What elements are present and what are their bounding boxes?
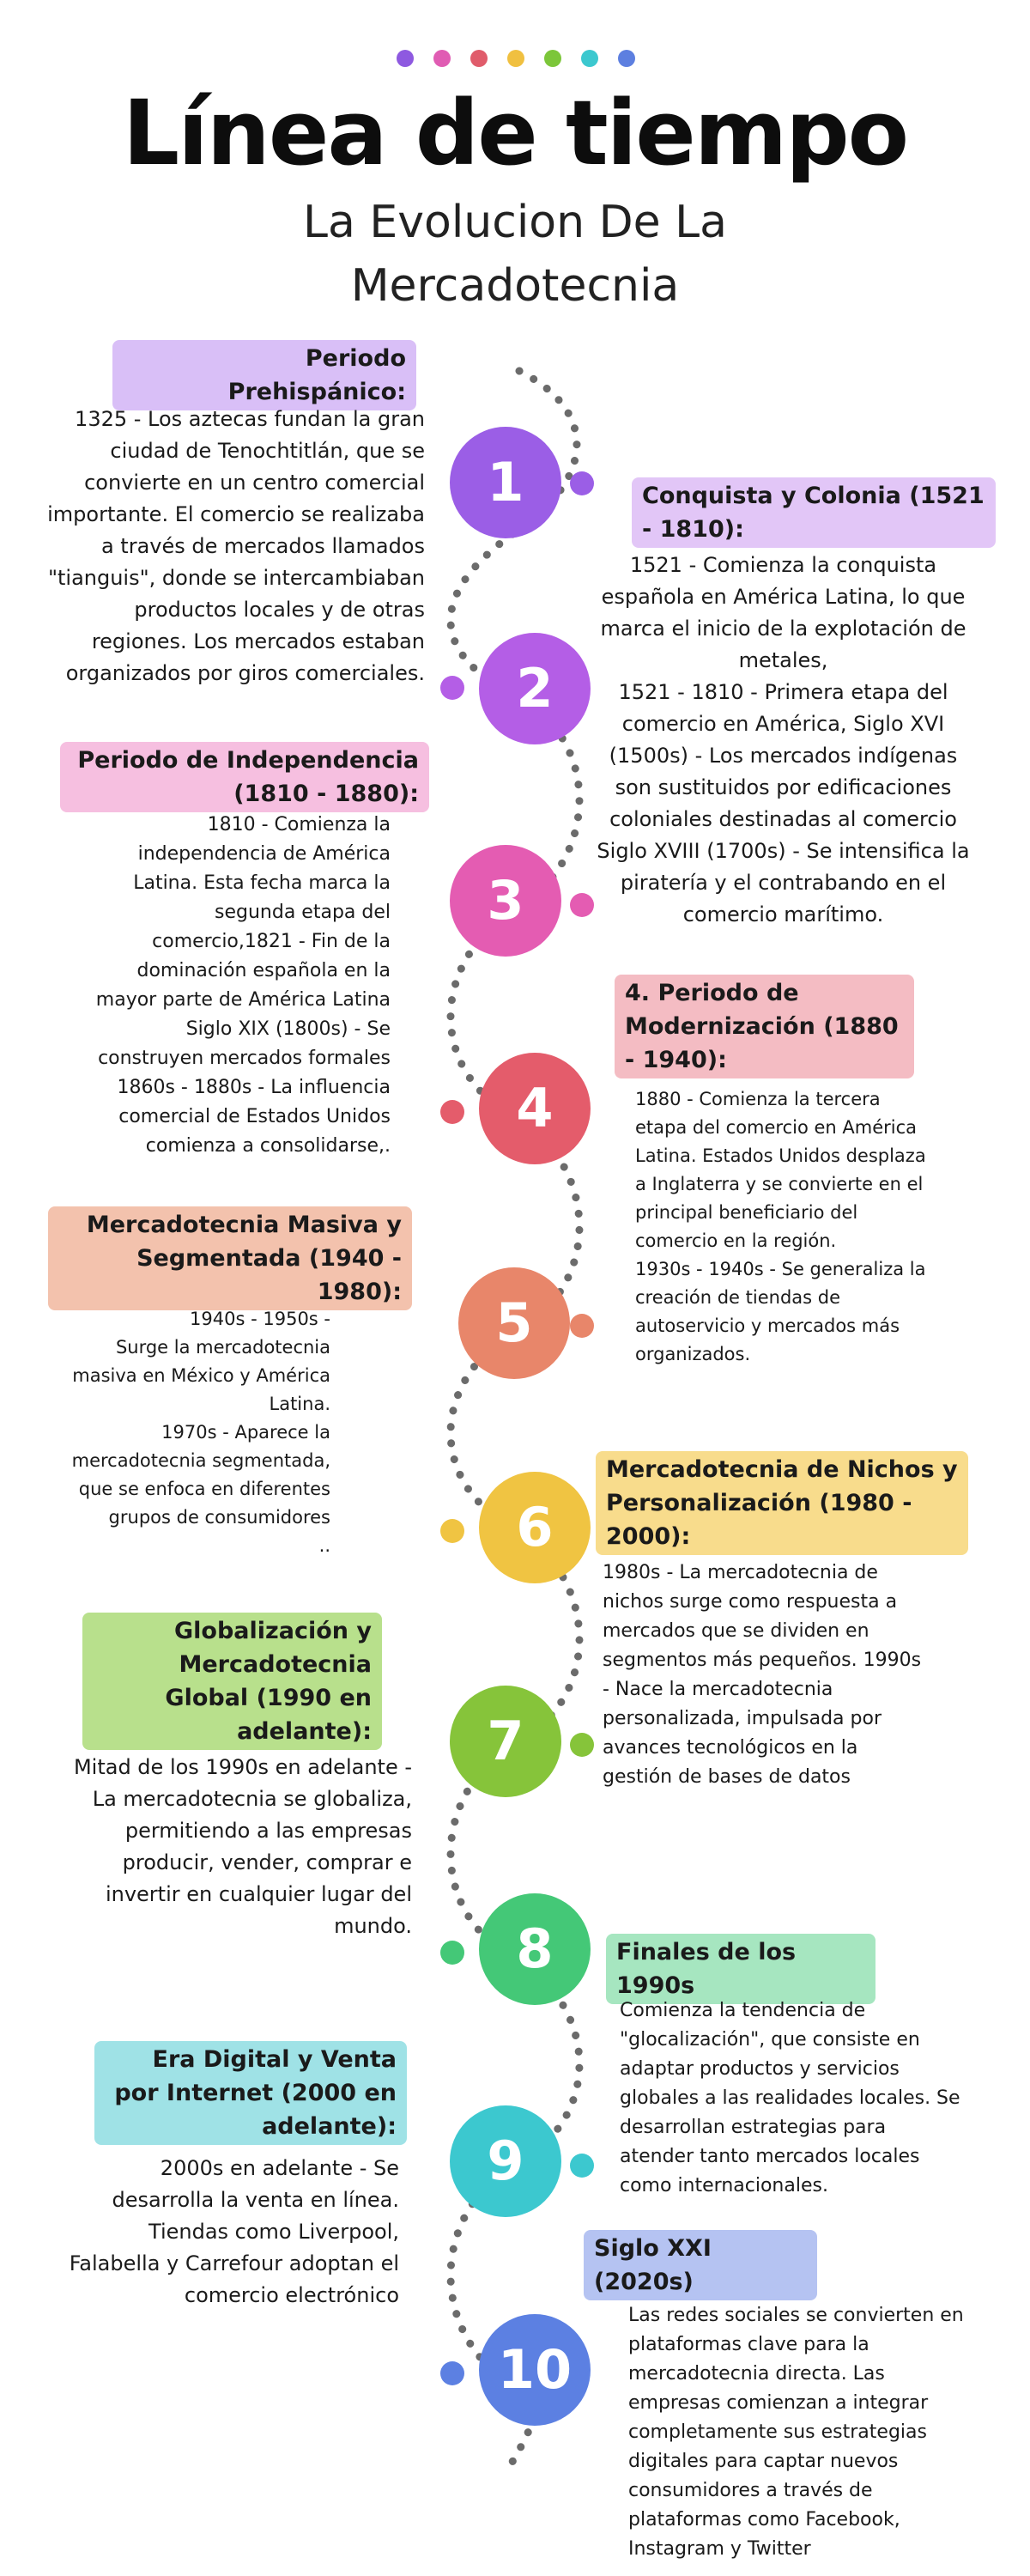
- event-title-1: Periodo Prehispánico:: [112, 340, 416, 410]
- event-title-5: Mercadotecnia Masiva y Segmentada (1940 - 1980):: [48, 1206, 412, 1310]
- event-text-7: Mitad de los 1990s en adelante - La mercadotecnia se globaliza, permitiendo a las empresas producir, vender, comprar e invertir en cualquier lugar del mundo.: [73, 1755, 412, 1938]
- event-title-10: Siglo XXI (2020s): [584, 2230, 817, 2300]
- event-text-10: Las redes sociales se convierten en plataformas clave para la mercadotecnia directa. Las empresas comienzan a integrar completamente sus estrategias digitales para captar nuevos consumidores a través de plataformas como Facebook, Instagram y Twitter: [628, 2305, 964, 2560]
- timeline-dot-5: [570, 1314, 594, 1338]
- event-text-1: 1325 - Los aztecas fundan la gran ciudad de Tenochtitlán, que se convierte en un centro comercial importante. El comercio se realizaba a través de mercados llamados "tianguis", donde se intercambiaban productos locales y de otras regiones. Los mercados estaban organizados por giros comerciales.: [47, 407, 425, 685]
- page-title: Línea de tiempo: [122, 81, 908, 185]
- event-text-5: 1940s - 1950s - Surge la mercadotecnia masiva en México y América Latina. 1970s - Aparece la mercadotecnia segmentada, que se enfoca en diferentes grupos de consumidores ..: [71, 1309, 330, 1556]
- event-text-2: 1521 - Comienza la conquista española en América Latina, lo que marca el inicio de la explotación de metales, 1521 - 1810 - Primera etapa del comercio en América, Siglo XVI (1500s) - Los mercados indígenas son sustituidos por edificaciones coloniales destinadas al comercio Siglo XVIII (1700s) - Se intensifica la piratería y el contrabando en el comercio marítimo.: [597, 553, 970, 927]
- page-subtitle: La Evolucion De La Mercadotecnia: [303, 197, 727, 312]
- event-text-9: 2000s en adelante - Se desarrolla la venta en línea. Tiendas como Liverpool, Falabella y Carrefour adoptan el comercio electrónico: [69, 2156, 399, 2307]
- timeline-node-5: 5: [458, 1267, 570, 1379]
- timeline-dot-2: [440, 676, 464, 700]
- timeline-node-2: 2: [479, 633, 591, 744]
- timeline-dot-3: [570, 893, 594, 917]
- timeline-dot-10: [440, 2361, 464, 2385]
- event-text-6: 1980s - La mercadotecnia de nichos surge como respuesta a mercados que se dividen en segmentos más pequeños. 1990s - Nace la mercadotecnia personalizada, impulsada por avances tecnológicos en la gestión de bases de datos: [603, 1562, 922, 1788]
- timeline-dot-7: [570, 1733, 594, 1757]
- timeline-node-4: 4: [479, 1053, 591, 1164]
- timeline-dot-6: [440, 1519, 464, 1543]
- timeline-node-10: 10: [479, 2314, 591, 2426]
- timeline-node-7: 7: [450, 1686, 561, 1797]
- event-title-9: Era Digital y Venta por Internet (2000 en adelante):: [94, 2041, 407, 2145]
- timeline-node-1: 1: [450, 427, 561, 538]
- timeline-node-6: 6: [479, 1472, 591, 1583]
- event-title-8: Finales de los 1990s: [606, 1934, 876, 2004]
- timeline-node-3: 3: [450, 845, 561, 957]
- timeline-dot-4: [440, 1100, 464, 1124]
- timeline-node-8: 8: [479, 1893, 591, 2005]
- event-title-3: Periodo de Independencia (1810 - 1880):: [60, 742, 429, 812]
- event-text-4: 1880 - Comienza la tercera etapa del comercio en América Latina. Estados Unidos desplaza a Inglaterra y se convierte en el principal beneficiario del comercio en la región. 1930s - 1940s - Se generaliza la creación de tiendas de autoservicio y mercados más organizados.: [635, 1089, 926, 1364]
- event-text-8: Comienza la tendencia de "glocalización", que consiste en adaptar productos y servicios globales a las realidades locales. Se desarrollan estrategias para atender tanto mercados locales como internacionales.: [620, 2000, 960, 2196]
- timeline-dot-8: [440, 1941, 464, 1965]
- event-title-6: Mercadotecnia de Nichos y Personalización (1980 - 2000):: [596, 1451, 968, 1555]
- event-title-4: 4. Periodo de Modernización (1880 - 1940):: [615, 975, 914, 1078]
- timeline-node-9: 9: [450, 2105, 561, 2217]
- event-title-7: Globalización y Mercadotecnia Global (1990 en adelante):: [82, 1613, 382, 1750]
- event-text-3: 1810 - Comienza la independencia de América Latina. Esta fecha marca la segunda etapa del comercio,1821 - Fin de la dominación española en la mayor parte de América Latina Siglo XIX (1800s) - Se construyen mercados formales 1860s - 1880s - La influencia comercial de Estados Unidos comienza a consolidarse,.: [95, 814, 391, 1157]
- timeline-dot-9: [570, 2154, 594, 2178]
- event-title-2: Conquista y Colonia (1521 - 1810):: [632, 477, 996, 548]
- timeline-dot-1: [570, 471, 594, 495]
